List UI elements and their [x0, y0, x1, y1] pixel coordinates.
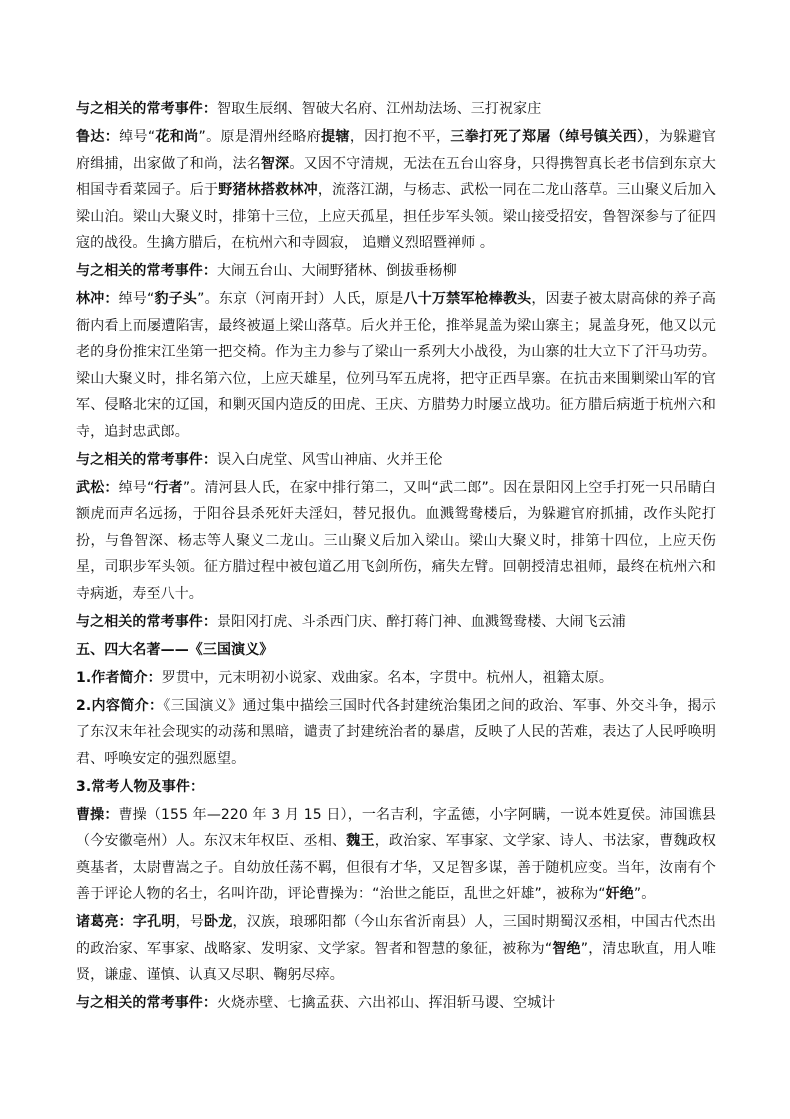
text-run: ”。清河县人氏，在家中排行第二，又叫“武二郎”。因在景阳冈上空手打死一只吊睛白额虎而声名远扬，于阳谷县杀死奸夫淫妇，替兄报仇。血溅鸳鸯楼后，为躲避官府抓捕，改作头陀打扮，与鲁智深、杨志等人聚义二龙山。三山聚义后加入梁山。梁山大聚义时，排第十四位，上应天伤星，司职步军头领。征方腊过程中被包道乙用飞剑所伤，痛失左臂。回朝授清忠祖师，最终在杭州六和寺病逝，寿至八十。: [76, 479, 716, 602]
character-name: 曹操：: [76, 806, 119, 823]
text-run: 绰号“: [118, 479, 155, 496]
events-zhugeliang: [76, 990, 716, 1017]
text-run: ，号: [175, 914, 205, 930]
characters-heading: [76, 774, 716, 801]
section-heading: 五、四大名著——《三国演义》: [76, 641, 274, 658]
text-run: 曹操（155 年—220 年 3 月 15 日），一名吉利，字孟德，小字阿瞒，一说本姓夏侯。沛国谯县（今安徽亳州）人。东汉末年权臣、丞相、: [76, 806, 716, 849]
text-run: ”。原是渭州经略府: [198, 129, 322, 145]
text-run: ，因打抱不平，: [349, 129, 451, 145]
item-label: 3.常考人物及事件：: [76, 778, 205, 795]
author-intro: [76, 665, 716, 692]
text-run: ，为躲避官府缉捕，出家做了和尚，法名: [76, 129, 717, 172]
text-run: ，汉族，琅琊阳都（今山东省沂南县）人，三国时期蜀汉丞相，中国古代杰出的政治家、军事家、战略家、发明家、文学家。智者和智慧的象征，被称为“: [76, 914, 716, 957]
events-linchong: [76, 447, 716, 474]
events-wusong: [76, 609, 716, 636]
bold-run: 三拳打死了郑屠（绰号镇关西）: [450, 129, 645, 145]
item-text: 罗贯中，元末明初小说家、戏曲家。名本，字贯中。杭州人，祖籍太原。: [161, 669, 613, 686]
text-run: ，因妻子被太尉高俅的养子高衙内看上而屡遭陷害，最终被逼上梁山落草。后火并王伦，推举晁盖为梁山寨主；晁盖身死，他又以元老的身份推宋江坐第一把交椅。作为主力参与了梁山一系列大小战役，为山寨的壮大立下了汗马功劳。梁山大聚义时，排名第六位，上应天雄星，位列马军五虎将，把守正西旱寨。在抗击来围剿梁山军的官军、侵略北宋的辽国，和剿灭国内造反的田虎、王庆、方腊势力时屡立战功。征方腊后病逝于杭州六和寺，追封忠武郎。: [76, 291, 716, 440]
bold-run: 卧龙: [204, 914, 233, 930]
character-luda: [76, 124, 716, 257]
events-label: 与之相关的常考事件：: [76, 995, 217, 1011]
text-run: ”。东京（河南开封）人氏，原是: [197, 291, 404, 307]
character-name: 武松：: [76, 479, 119, 496]
bold-run: 奸绝: [605, 886, 634, 902]
bold-run: 智绝: [552, 940, 581, 957]
character-name: 诸葛亮：: [76, 914, 133, 930]
character-wusong: [76, 475, 716, 608]
events-text: 大闹五台山、大闹野猪林、倒拔垂杨柳: [217, 263, 457, 279]
bold-run: 字孔明: [132, 914, 176, 930]
content-intro: [76, 693, 716, 773]
text-run: ，政治家、军事家、文学家、诗人、书法家，曹魏政权奠基者，太尉曹嵩之子。自幼放任荡不羁，但很有才华，又足智多谋，善于随机应变。当年，汝南有个善于评论人物的名士，名叫许劭，评论曹操为：“治世之能臣，乱世之奸雄”，被称为“: [76, 833, 716, 902]
text-run: ，流落江湖，与杨志、武松一同在二龙山落草。三山聚义后加入梁山泊。梁山大聚义时，排第十三位，上应天孤星，担任步军头领。梁山接受招安，鲁智深参与了征四寇的战役。生擒方腊后，在杭州六和寺圆寂， 追赠义烈昭暨禅师 。: [76, 182, 716, 251]
item-text: 《三国演义》通过集中描绘三国时代各封建统治集团之间的政治、军事、外交斗争，揭示了东汉末年社会现实的动荡和黑暗，谴责了封建统治者的暴虐，反映了人民的苦难，表达了人民呼唤明君、呼唤安定的强烈愿望。: [76, 697, 716, 767]
text-run: 。又因不守清规，无法在五台山容身，只得携智真长老书信到东京大相国寺看菜园子。后于: [76, 155, 716, 198]
bold-run: 提辖: [321, 129, 350, 145]
events-text: 误入白虎堂、风雪山神庙、火并王伦: [217, 451, 443, 468]
text-run: 绰号“: [119, 129, 156, 145]
events-label: 与之相关的常考事件：: [76, 451, 217, 468]
bold-run: 行者: [154, 479, 183, 496]
character-name: 鲁达：: [76, 129, 120, 145]
events-label: 与之相关的常考事件：: [76, 613, 217, 630]
document-page: [76, 96, 716, 1018]
events-songjiang: [76, 96, 716, 123]
character-caocao: [76, 802, 716, 908]
item-label: 1.作者简介：: [76, 669, 162, 686]
events-text: 火烧赤壁、七擒孟获、六出祁山、挥泪斩马谡、空城计: [217, 995, 556, 1011]
character-name: 林冲：: [76, 291, 119, 307]
character-linchong: [76, 286, 716, 445]
bold-run: 野猪林搭救林冲: [218, 182, 318, 198]
character-zhugeliang: [76, 909, 716, 989]
bold-run: 魏王: [346, 833, 375, 849]
events-label: 与之相关的常考事件：: [76, 101, 217, 117]
text-run: ”。: [633, 886, 656, 902]
events-text: 景阳冈打虎、斗杀西门庆、醉打蒋门神、血溅鸳鸯楼、大闹飞云浦: [217, 613, 626, 630]
bold-run: 智深: [260, 155, 290, 172]
item-label: 2.内容简介：: [76, 697, 164, 714]
events-label: 与之相关的常考事件：: [76, 263, 217, 279]
events-luda: [76, 258, 716, 285]
text-run: ”，清忠耿直，用人唯贤，谦虚、谨慎、认真又尽职、鞠躬尽瘁。: [76, 940, 716, 983]
text-run: 绰号“: [118, 291, 155, 307]
bold-run: 八十万禁军枪棒教头: [403, 291, 532, 307]
bold-run: 花和尚: [155, 129, 199, 145]
events-text: 智取生辰纲、智破大名府、江州劫法场、三打祝家庄: [217, 101, 542, 117]
bold-run: 豹子头: [154, 291, 198, 307]
